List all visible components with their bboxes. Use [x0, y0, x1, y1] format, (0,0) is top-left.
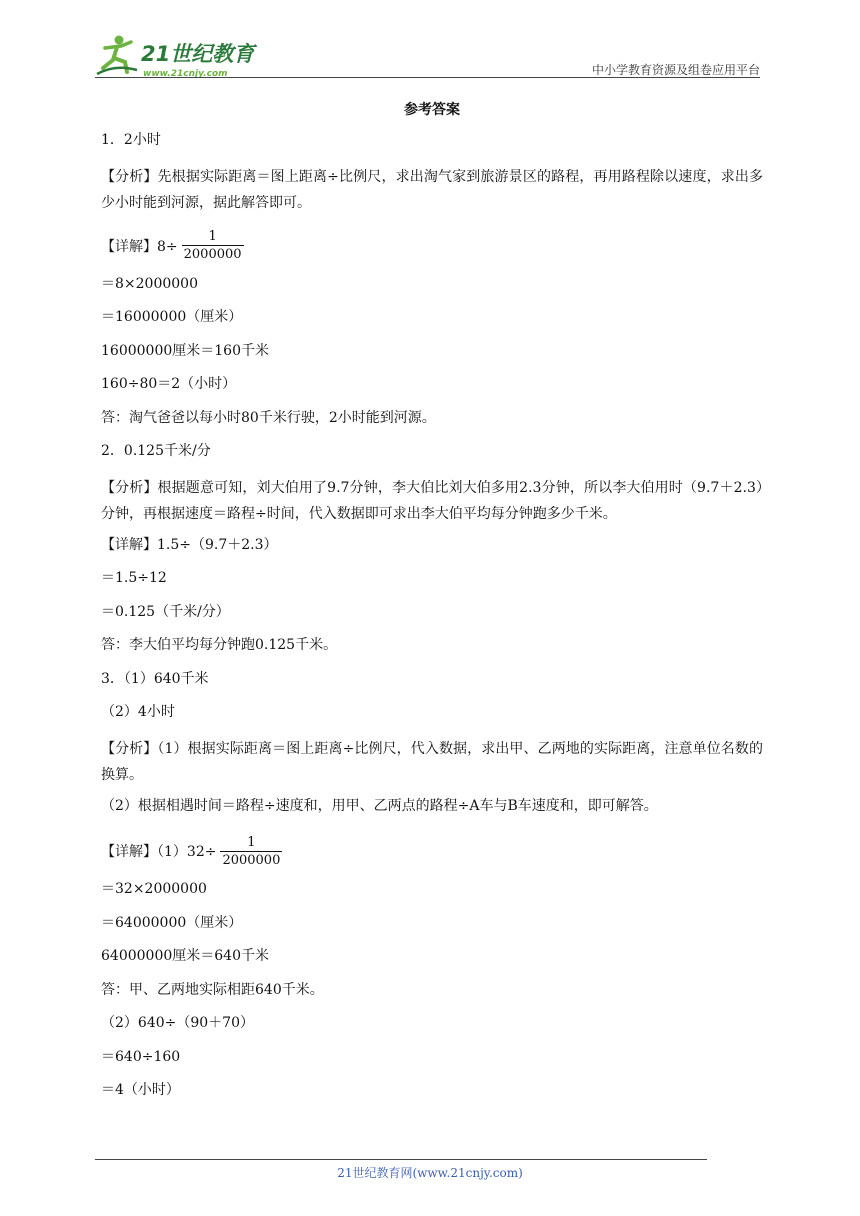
q3-step: （2）640÷（90＋70） — [101, 1015, 254, 1031]
platform-name: 中小学教育资源及组卷应用平台 — [591, 63, 760, 77]
page-title: 参考答案 — [404, 102, 460, 118]
q3-step: ＝4（小时） — [101, 1082, 180, 1098]
page-header — [95, 32, 760, 80]
q2-step: ＝0.125（千米/分） — [101, 603, 230, 620]
q1-detail — [101, 224, 763, 268]
fraction-denominator: 2000000 — [222, 852, 281, 868]
q3-step: 64000000厘米＝640千米 — [101, 948, 269, 964]
header-divider — [95, 77, 760, 78]
q2-step: ＝1.5÷12 — [101, 570, 167, 586]
q1-conclusion: 答：淘气爸爸以每小时80千米行驶，2小时能到河源。 — [101, 409, 436, 426]
q3-analysis-2: （2）根据相遇时间＝路程÷速度和，用甲、乙两点的路程÷A车与B车速度和，即可解答。 — [101, 797, 658, 814]
answer-content — [101, 100, 763, 1114]
fraction-denominator: 2000000 — [183, 247, 242, 262]
q2-answer: 2．0.125千米/分 — [101, 443, 211, 459]
q3-answer-1: 3．（1）640千米 — [101, 670, 209, 687]
logo-21cnjy — [95, 34, 265, 78]
q2-step: 【详解】1.5÷（9.7＋2.3） — [101, 536, 278, 553]
q3-step: ＝32×2000000 — [101, 881, 207, 897]
q3-answer-2: （2）4小时 — [101, 704, 175, 720]
svg-text:www.21cnjy.com: www.21cnjy.com — [143, 69, 228, 78]
q3-step: ＝640÷160 — [101, 1048, 181, 1065]
q1-step: ＝16000000（厘米） — [101, 309, 243, 325]
svg-text:21世纪教育: 21世纪教育 — [141, 42, 255, 66]
fraction-numerator: 1 — [208, 229, 217, 244]
q1-answer: 1．2小时 — [101, 132, 161, 148]
q3-step: ＝64000000（厘米） — [101, 914, 243, 931]
q1-detail-prefix: 【详解】8÷ — [101, 238, 178, 255]
q1-step: 16000000厘米＝160千米 — [101, 342, 269, 359]
q1-step: 160÷80＝2（小时） — [101, 376, 237, 392]
page-footer: 21世纪教育网(www.21cnjy.com) — [337, 1166, 523, 1180]
footer-divider — [95, 1159, 707, 1160]
q3-conclusion-1: 答：甲、乙两地实际相距640千米。 — [101, 981, 324, 998]
q2-conclusion: 答：李大伯平均每分钟跑0.125千米。 — [101, 637, 338, 653]
q1-analysis: 【分析】先根据实际距离＝图上距离÷比例尺，求出淘气家到旅游景区的路程，再用路程除以速度，求出多少小时能到河源，据此解答即可。 — [101, 168, 763, 211]
q1-step: ＝8×2000000 — [101, 275, 198, 292]
q3-detail-prefix: 【详解】（1）32÷ — [101, 844, 217, 860]
q2-analysis: 【分析】根据题意可知，刘大伯用了9.7分钟，李大伯比刘大伯多用2.3分钟，所以李大伯用时（9.7＋2.3）分钟，再根据速度＝路程÷时间，代入数据即可求出李大伯平均每分钟跑多少千米。 — [101, 479, 763, 522]
q3-analysis-1: 【分析】（1）根据实际距离＝图上距离÷比例尺，代入数据，求出甲、乙两地的实际距离，注意单位名数的换算。 — [101, 740, 763, 783]
q1-fraction — [182, 228, 244, 263]
q3-fraction — [220, 834, 282, 869]
q3-detail — [101, 829, 763, 873]
fraction-numerator: 1 — [247, 834, 256, 850]
